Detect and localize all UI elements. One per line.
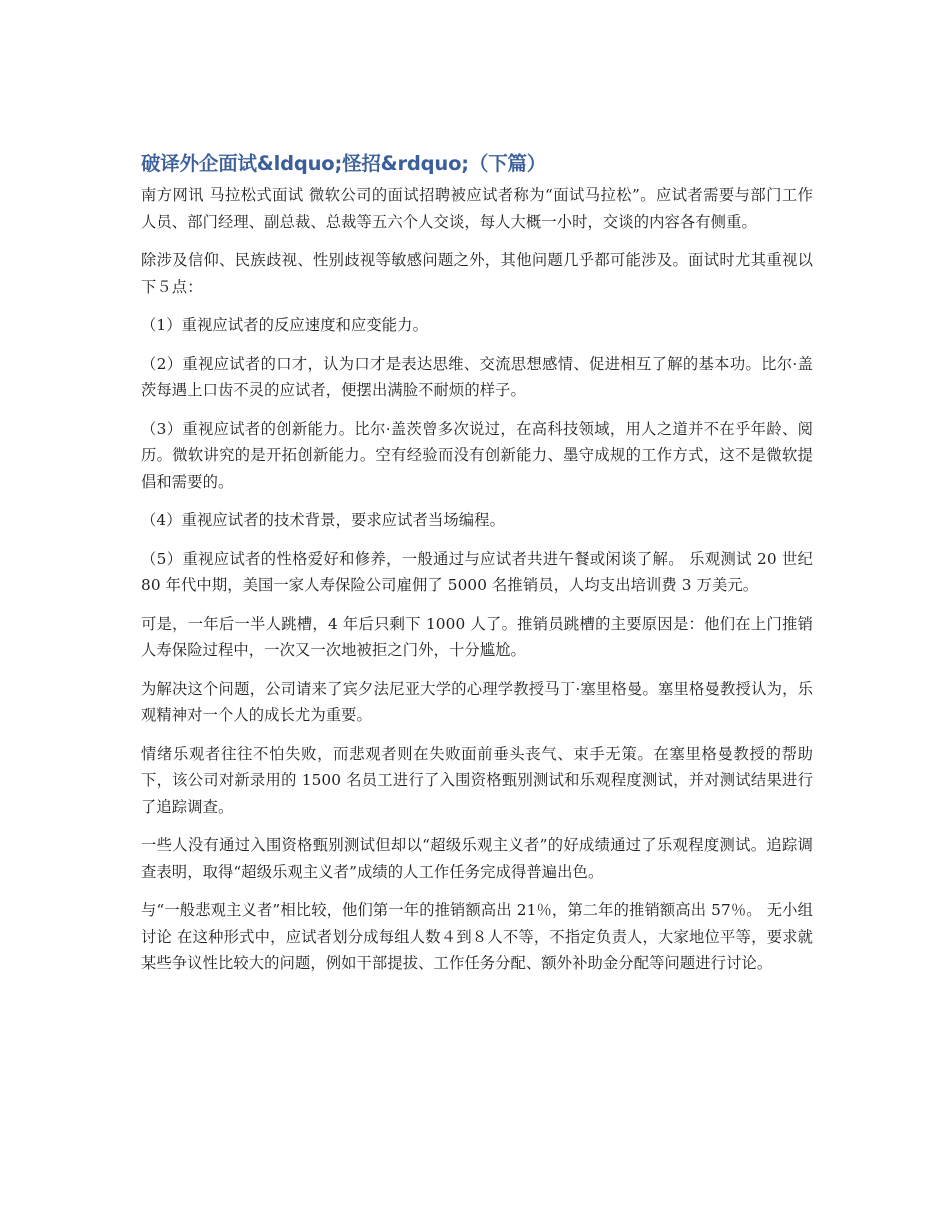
paragraph-7: （5）重视应试者的性格爱好和修养，一般通过与应试者共进午餐或闲谈了解。 乐观测试 20 世纪 80 年代中期，美国一家人寿保险公司雇佣了 5000 名推销员，人均支出培训费 3 万美元。 xyxy=(141,549,813,594)
paragraph-3: （1）重视应试者的反应速度和应变能力。 xyxy=(141,316,428,334)
paragraph-1: 南方网讯 马拉松式面试 微软公司的面试招聘被应试者称为“面试马拉松”。应试者需要与部门工作人员、部门经理、副总裁、总裁等五六个人交谈，每人大概一小时，交谈的内容各有侧重。 xyxy=(141,186,813,231)
paragraph-5: （3）重视应试者的创新能力。比尔·盖茨曾多次说过，在高科技领域，用人之道并不在乎年龄、阅历。微软讲究的是开拓创新能力。空有经验而没有创新能力、墨守成规的工作方式，这不是微软提倡和需要的。 xyxy=(141,419,813,491)
document-page xyxy=(141,150,813,989)
article-title: 破译外企面试&ldquo;怪招&rdquo;（下篇） xyxy=(141,152,547,175)
paragraph-6: （4）重视应试者的技术背景，要求应试者当场编程。 xyxy=(141,511,505,529)
paragraph-10: 情绪乐观者往往不怕失败，而悲观者则在失败面前垂头丧气、束手无策。在塞里格曼教授的帮助下，该公司对新录用的 1500 名员工进行了入围资格甄别测试和乐观程度测试，并对测试结果进行了追踪调查。 xyxy=(141,744,813,816)
paragraph-8: 可是，一年后一半人跳槽，4 年后只剩下 1000 人了。推销员跳槽的主要原因是：他们在上门推销人寿保险过程中，一次又一次地被拒之门外，十分尴尬。 xyxy=(141,614,813,659)
paragraph-12: 与“一般悲观主义者”相比较，他们第一年的推销额高出 21％，第二年的推销额高出 57％。 无小组讨论 在这种形式中，应试者划分成每组人数４到８人不等，不指定负责人，大家地位平等，要求就某些争议性比较大的问题，例如干部提拔、工作任务分配、额外补助金分配等问题进行讨论。 xyxy=(141,901,813,972)
paragraph-9: 为解决这个问题，公司请来了宾夕法尼亚大学的心理学教授马丁·塞里格曼。塞里格曼教授认为，乐观精神对一个人的成长尤为重要。 xyxy=(141,679,813,724)
paragraph-2: 除涉及信仰、民族歧视、性别歧视等敏感问题之外，其他问题几乎都可能涉及。面试时尤其重视以下５点： xyxy=(141,251,813,296)
paragraph-11: 一些人没有通过入围资格甄别测试但却以“超级乐观主义者”的好成绩通过了乐观程度测试。追踪调查表明，取得“超级乐观主义者”成绩的人工作任务完成得普遍出色。 xyxy=(141,836,813,881)
paragraph-4: （2）重视应试者的口才，认为口才是表达思维、交流思想感情、促进相互了解的基本功。比尔·盖茨每遇上口齿不灵的应试者，便摆出满脸不耐烦的样子。 xyxy=(141,354,813,399)
